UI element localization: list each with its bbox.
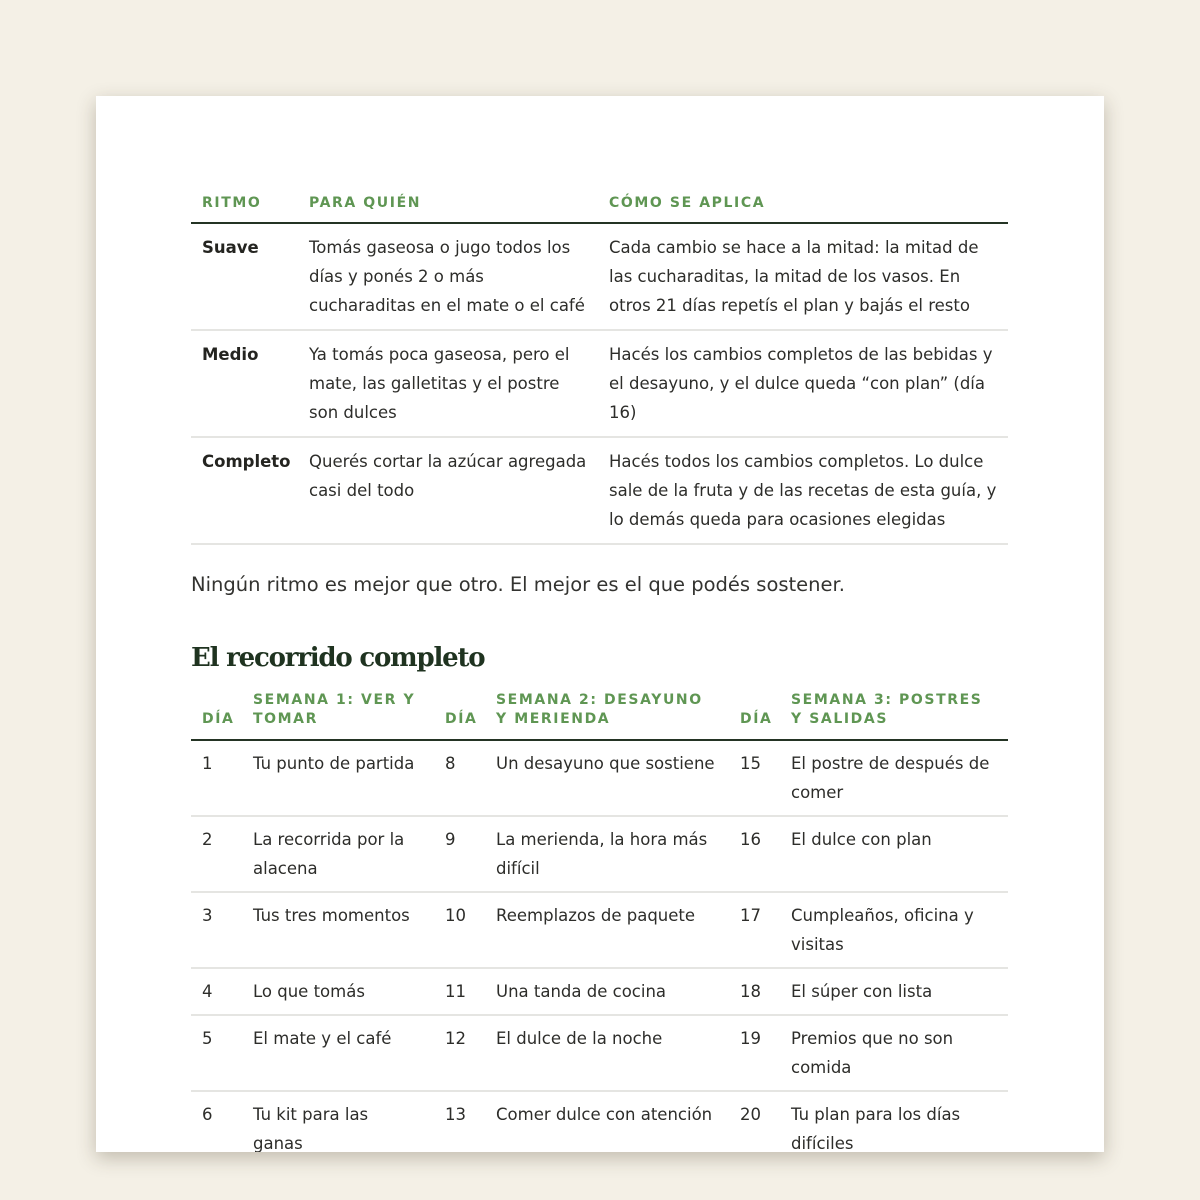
day-number: 16 xyxy=(729,816,780,892)
ritmo-name: Medio xyxy=(191,330,298,437)
table-row xyxy=(191,223,1008,330)
day-number: 1 xyxy=(191,740,242,816)
como-se-aplica-cell: Hacés los cambios completos de las bebidas y el desayuno, y el dulce queda “con plan” (día 16) xyxy=(598,330,1008,437)
day-number: 12 xyxy=(434,1015,485,1091)
day-number: 2 xyxy=(191,816,242,892)
como-se-aplica-cell: Hacés todos los cambios completos. Lo dulce sale de la fruta y de las recetas de esta guía, y lo demás queda para ocasiones elegidas xyxy=(598,437,1008,544)
table-row xyxy=(191,1091,1008,1152)
column-header-para-quien: PARA QUIÉN xyxy=(298,194,598,223)
day-title: Lo que tomás xyxy=(242,968,434,1015)
day-number: 3 xyxy=(191,892,242,968)
column-header-como-se-aplica: CÓMO SE APLICA xyxy=(598,194,1008,223)
day-number: 18 xyxy=(729,968,780,1015)
day-number: 19 xyxy=(729,1015,780,1091)
day-title: Premios que no son comida xyxy=(780,1015,1008,1091)
para-quien-cell: Querés cortar la azúcar agregada casi del todo xyxy=(298,437,598,544)
day-title: El postre de después de comer xyxy=(780,740,1008,816)
day-number: 17 xyxy=(729,892,780,968)
column-header-semana-2: SEMANA 2: DESAYUNO Y MERIENDA xyxy=(485,691,729,740)
column-header-dia: DÍA xyxy=(191,691,242,740)
section-title: El recorrido completo xyxy=(191,643,485,673)
column-header-dia: DÍA xyxy=(434,691,485,740)
day-number: 15 xyxy=(729,740,780,816)
day-title: Una tanda de cocina xyxy=(485,968,729,1015)
day-number: 20 xyxy=(729,1091,780,1152)
column-header-semana-3: SEMANA 3: POSTRES Y SALIDAS xyxy=(780,691,1008,740)
day-title: La recorrida por la alacena xyxy=(242,816,434,892)
day-number: 10 xyxy=(434,892,485,968)
table-row xyxy=(191,740,1008,816)
column-header-dia: DÍA xyxy=(729,691,780,740)
day-title: El dulce con plan xyxy=(780,816,1008,892)
ritmo-name: Suave xyxy=(191,223,298,330)
page-content xyxy=(191,194,1008,1152)
day-number: 8 xyxy=(434,740,485,816)
recorrido-table xyxy=(191,691,1008,1152)
day-number: 13 xyxy=(434,1091,485,1152)
day-title: El dulce de la noche xyxy=(485,1015,729,1091)
day-number: 5 xyxy=(191,1015,242,1091)
ritmo-name: Completo xyxy=(191,437,298,544)
column-header-semana-1: SEMANA 1: VER Y TOMAR xyxy=(242,691,434,740)
day-title: Tu punto de partida xyxy=(242,740,434,816)
table-row xyxy=(191,437,1008,544)
day-title: Cumpleaños, oficina y visitas xyxy=(780,892,1008,968)
day-title: El súper con lista xyxy=(780,968,1008,1015)
table-row xyxy=(191,816,1008,892)
day-number: 4 xyxy=(191,968,242,1015)
day-title: La merienda, la hora más difícil xyxy=(485,816,729,892)
day-title: Tu plan para los días difíciles xyxy=(780,1091,1008,1152)
day-title: Reemplazos de paquete xyxy=(485,892,729,968)
day-title: Comer dulce con atención xyxy=(485,1091,729,1152)
table-row xyxy=(191,1015,1008,1091)
como-se-aplica-cell: Cada cambio se hace a la mitad: la mitad de las cucharaditas, la mitad de los vasos. En otros 21 días repetís el plan y bajás el resto xyxy=(598,223,1008,330)
ritmos-header-row xyxy=(191,194,1008,223)
column-header-ritmo: RITMO xyxy=(191,194,298,223)
day-number: 9 xyxy=(434,816,485,892)
table-row xyxy=(191,892,1008,968)
day-title: El mate y el café xyxy=(242,1015,434,1091)
table-row xyxy=(191,968,1008,1015)
day-number: 6 xyxy=(191,1091,242,1152)
para-quien-cell: Ya tomás poca gaseosa, pero el mate, las galletitas y el postre son dulces xyxy=(298,330,598,437)
ritmos-table xyxy=(191,194,1008,545)
para-quien-cell: Tomás gaseosa o jugo todos los días y ponés 2 o más cucharaditas en el mate o el café xyxy=(298,223,598,330)
day-title: Tus tres momentos xyxy=(242,892,434,968)
day-title: Un desayuno que sostiene xyxy=(485,740,729,816)
table-row xyxy=(191,330,1008,437)
recorrido-header-row xyxy=(191,691,1008,740)
document-page xyxy=(96,96,1104,1152)
day-number: 11 xyxy=(434,968,485,1015)
ritmo-note: Ningún ritmo es mejor que otro. El mejor es el que podés sostener. xyxy=(191,573,845,596)
day-title: Tu kit para las ganas xyxy=(242,1091,434,1152)
